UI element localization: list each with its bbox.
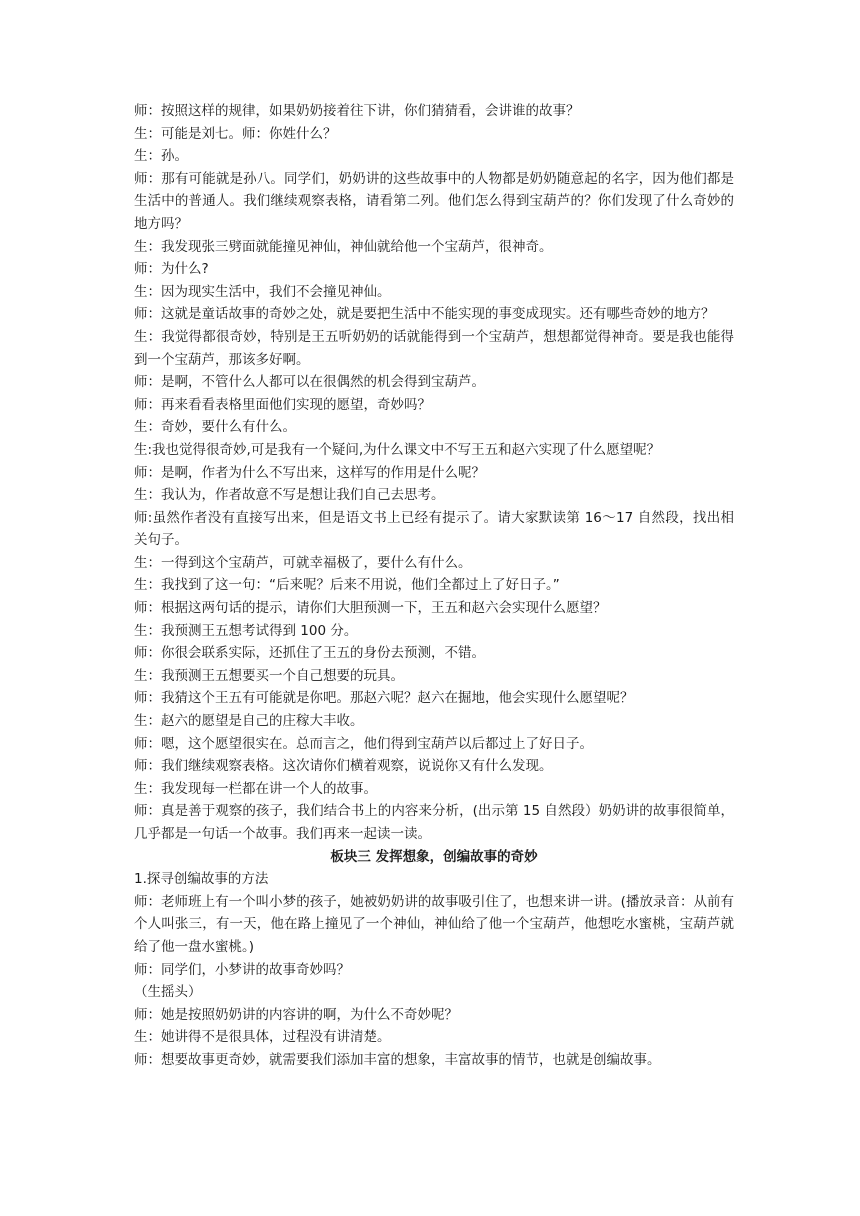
paragraph: 师：嗯，这个愿望很实在。总而言之，他们得到宝葫芦以后都过上了好日子。 — [134, 735, 593, 752]
paragraph: （生摇头） — [134, 984, 202, 1001]
paragraph: 师：同学们，小梦讲的故事奇妙吗？ — [134, 961, 350, 978]
paragraph: 生：因为现实生活中，我们不会撞见神仙。 — [134, 283, 391, 300]
paragraph: 师：老师班上有一个叫小梦的孩子，她被奶奶讲的故事吸引住了，也想来讲一讲。(播放录音：从前有个人叫张三，有一天，他在路上撞见了一个神仙，神仙给了他一个宝葫芦，他想吃水蜜桃，宝葫芦就给了他一盘水蜜桃。) — [134, 893, 734, 955]
paragraph: 师：想要故事更奇妙，就需要我们添加丰富的想象，丰富故事的情节，也就是创编故事。 — [134, 1051, 661, 1068]
paragraph: 师：我们继续观察表格。这次请你们横着观察，说说你又有什么发现。 — [134, 758, 553, 775]
paragraph: 师：按照这样的规律，如果奶奶接着往下讲，你们猜猜看，会讲谁的故事？ — [134, 103, 580, 119]
paragraph: 生：她讲得不是很具体，过程没有讲清楚。 — [134, 1029, 391, 1046]
paragraph: 生：可能是刘七。师：你姓什么？ — [134, 125, 337, 142]
section-heading: 板块三 发挥想象，创编故事的奇妙 — [330, 848, 538, 865]
paragraph: 生：我发现张三劈面就能撞见神仙，神仙就给他一个宝葫芦，很神奇。 — [134, 238, 553, 255]
paragraph: 师：真是善于观察的孩子，我们结合书上的内容来分析，(出示第 15 自然段）奶奶讲的故事很简单，几乎都是一句话一个故事。我们再来一起读一读。 — [134, 803, 734, 842]
paragraph: 师:虽然作者没有直接写出来，但是语文书上已经有提示了。请大家默读第 16～17 自然段，找出相关句子。 — [134, 509, 734, 549]
paragraph: 生：我预测王五想考试得到 100 分。 — [134, 622, 358, 639]
paragraph: 师：你很会联系实际，还抓住了王五的身份去预测，不错。 — [134, 645, 485, 662]
document-page — [134, 100, 734, 1072]
paragraph: 师：再来看看表格里面他们实现的愿望，奇妙吗？ — [134, 396, 431, 413]
paragraph: 师：这就是童话故事的奇妙之处，就是要把生活中不能实现的事变成现实。还有哪些奇妙的地方？ — [134, 306, 715, 323]
paragraph: 生：我认为，作者故意不写是想让我们自己去思考。 — [134, 487, 445, 504]
paragraph: 生：赵六的愿望是自己的庄稼大丰收。 — [134, 713, 364, 730]
paragraph: 生：我觉得都很奇妙，特别是王五听奶奶的话就能得到一个宝葫芦，想想都觉得神奇。要是我也能得到一个宝葫芦，那该多好啊。 — [134, 328, 734, 368]
paragraph: 生：孙。 — [134, 148, 188, 165]
paragraph: 师：根据这两句话的提示，请你们大胆预测一下，王五和赵六会实现什么愿望？ — [134, 600, 607, 617]
paragraph: 师：是啊，作者为什么不写出来，这样写的作用是什么呢？ — [134, 464, 485, 481]
paragraph: 师：为什么? — [134, 261, 209, 278]
paragraph: 师：是啊，不管什么人都可以在很偶然的机会得到宝葫芦。 — [134, 374, 485, 391]
paragraph: 生：我找到了这一句：“后来呢？后来不用说，他们全都过上了好日子。” — [134, 577, 560, 594]
paragraph: 生:我也觉得很奇妙,可是我有一个疑问,为什么课文中不写王五和赵六实现了什么愿望呢？ — [134, 441, 661, 458]
paragraph: 生：我预测王五想要买一个自己想要的玩具。 — [134, 667, 404, 684]
paragraph: 生：我发现每一栏都在讲一个人的故事。 — [134, 780, 377, 797]
paragraph: 生：奇妙，要什么有什么。 — [134, 419, 296, 436]
paragraph: 师：她是按照奶奶讲的内容讲的啊，为什么不奇妙呢？ — [134, 1006, 458, 1023]
paragraph: 师：那有可能就是孙八。同学们，奶奶讲的这些故事中的人物都是奶奶随意起的名字，因为他们都是生活中的普通人。我们继续观察表格，请看第二列。他们怎么得到宝葫芦的？你们发现了什么奇妙的地方吗？ — [134, 170, 734, 232]
subheading: 1.探寻创编故事的方法 — [134, 871, 269, 888]
paragraph: 师：我猜这个王五有可能就是你吧。那赵六呢？赵六在掘地，他会实现什么愿望呢？ — [134, 690, 634, 707]
paragraph: 生：一得到这个宝葫芦，可就幸福极了，要什么有什么。 — [134, 554, 472, 571]
